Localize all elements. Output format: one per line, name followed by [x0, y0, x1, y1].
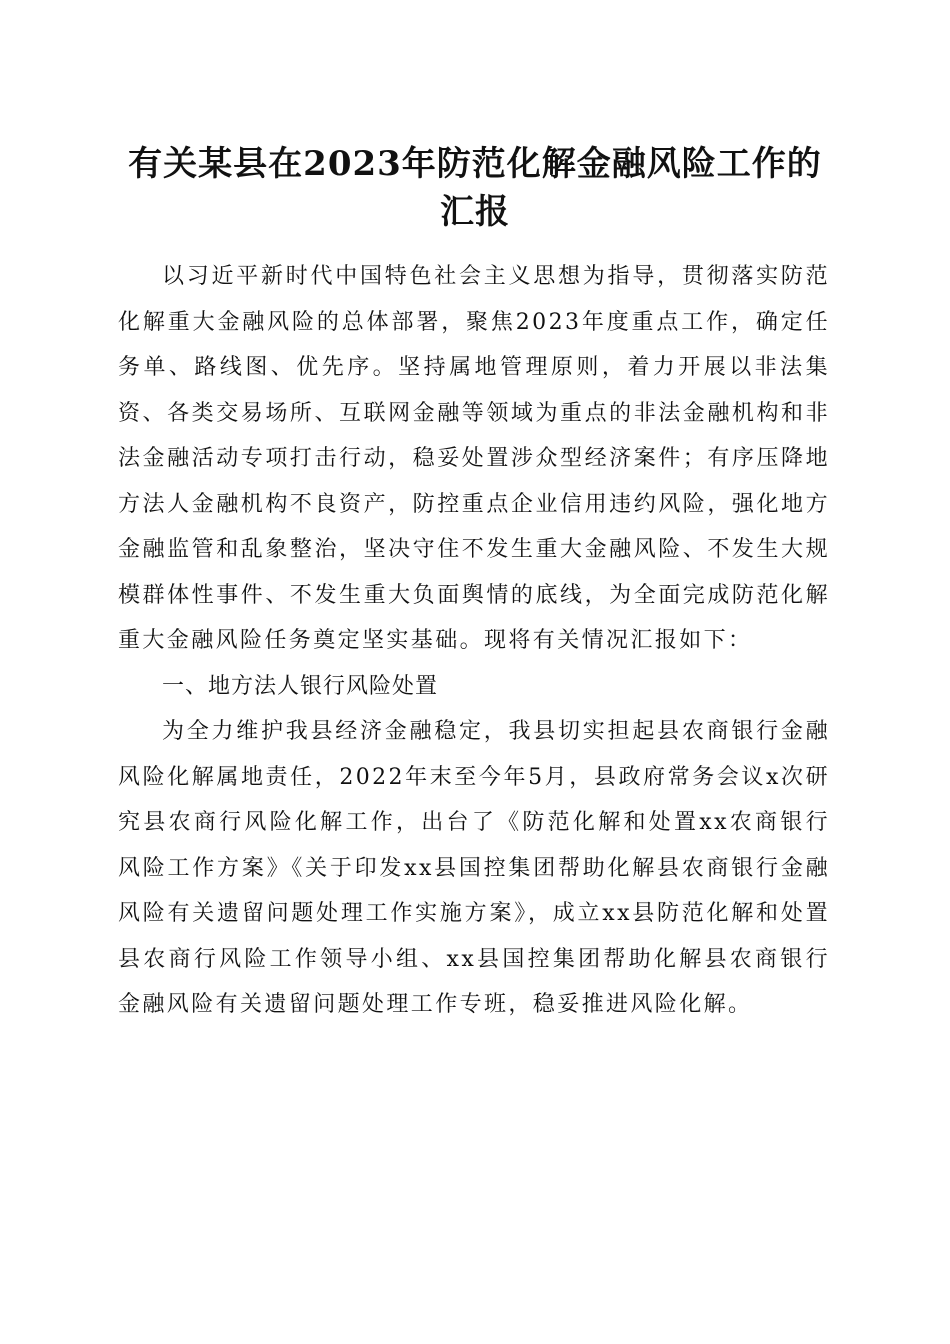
document-title [110, 140, 840, 236]
section-1-paragraph: 为全力维护我县经济金融稳定，我县切实担起县农商银行金融风险化解属地责任，2022年末至今年5月，县政府常务会议x次研究县农商行风险化解工作，出台了《防范化解和处置xx农商银行风险工作方案》《关于印发xx县国控集团帮助化解县农商银行金融风险有关遗留问题处理工作实施方案》，成立xx县防范化解和处置县农商行风险工作领导小组、xx县国控集团帮助化解县农商银行金融风险有关遗留问题处理工作专班，稳妥推进风险化解。 [118, 719, 830, 1017]
document-title-line-2: 汇报 [440, 192, 510, 232]
document-title-line-1: 有关某县在2023年防范化解金融风险工作的 [128, 144, 822, 184]
document-body [118, 254, 830, 1028]
intro-paragraph: 以习近平新时代中国特色社会主义思想为指导，贯彻落实防范化解重大金融风险的总体部署，聚焦2023年度重点工作，确定任务单、路线图、优先序。坚持属地管理原则，着力开展以非法集资、各类交易场所、互联网金融等领域为重点的非法金融机构和非法金融活动专项打击行动，稳妥处置涉众型经济案件；有序压降地方法人金融机构不良资产，防控重点企业信用违约风险，强化地方金融监管和乱象整治，坚决守住不发生重大金融风险、不发生大规模群体性事件、不发生重大负面舆情的底线，为全面完成防范化解重大金融风险任务奠定坚实基础。现将有关情况汇报如下： [118, 264, 830, 653]
section-1-heading: 一、地方法人银行风险处置 [162, 673, 439, 699]
